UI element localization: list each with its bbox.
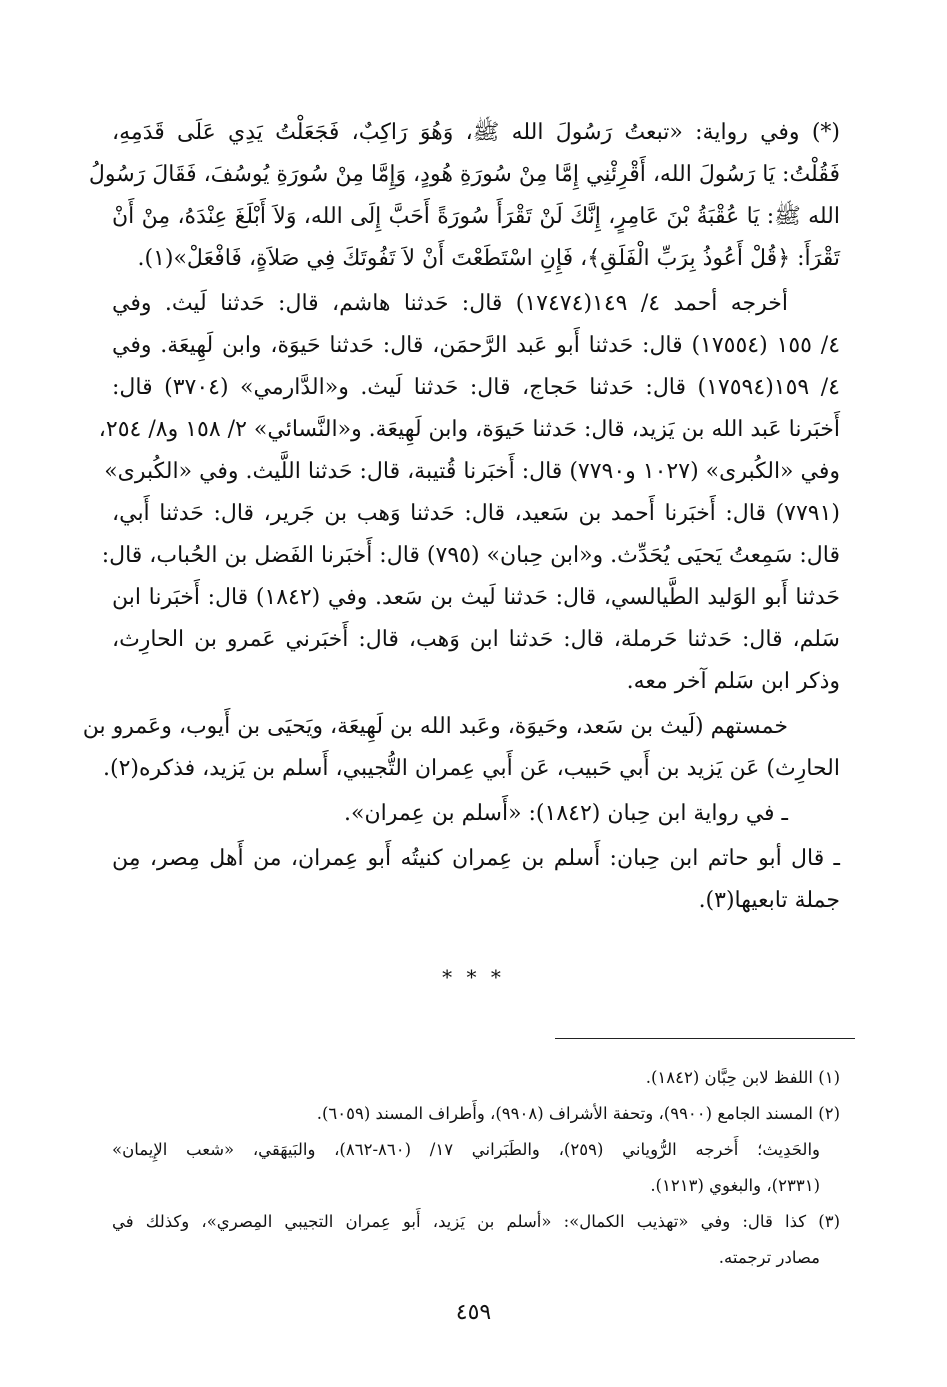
- text-line: جملة تابعيها(٣).: [698, 888, 840, 913]
- note-abu-hatim: [112, 838, 840, 922]
- text-line: ٤/ ١٥٩(١٧٥٩٤) قال: حَدثنا حَجاج، قال: حَدثنا لَيث. و«الدَّارمي» (٣٧٠٤) قال:: [112, 375, 840, 400]
- paragraph-hadith: [88, 112, 840, 280]
- text-line: وفي «الكُبرى» (١٠٢٧ و٧٧٩٠) قال: أَخبَرنا قُتيبة، قال: حَدثنا اللَّيث. وفي «الكُبرى»: [104, 459, 840, 484]
- text-line: ـ في رواية ابن حِبان (١٨٤٢): «أَسلم بن عِمران».: [344, 801, 788, 826]
- footnotes: [112, 1060, 840, 1276]
- footnote-2: (٢) المسند الجامع (٩٩٠٠)، وتحفة الأشراف (٩٩٠٨)، وأَطراف المسند (٦٠٥٩).: [316, 1104, 840, 1123]
- main-text: [82, 112, 841, 925]
- section-separator: * * *: [442, 965, 505, 989]
- footnote-2-continued: والحَدِيث؛ أَخرجه الرُّوياني (٢٥٩)، والطَبَراني ١٧/ (٨٦٠-٨٦٢)، والبَيهَقي، «شعب الإِيمان»: [112, 1140, 821, 1159]
- text-line: (٧٧٩١) قال: أَخبَرنا أَحمد بن سَعيد، قال: حَدثنا وَهب بن جَرير، قال: حَدثنا أَبي،: [112, 501, 840, 526]
- text-line: تَقْرَأَ: ﴿قُلْ أَعُوذُ بِرَبِّ الْفَلَقِ﴾، فَإِنِ اسْتَطَعْتَ أَنْ لاَ تَفُوتَكَ فِي صَلاَةٍ، فَافْعَلْ»(١).: [137, 246, 840, 271]
- text-line: فَقُلْتُ: يَا رَسُولَ الله، أَقْرِئْنِي إِمَّا مِنْ سُورَةِ هُودٍ، وَإِمَّا مِنْ سُورَةِ يُوسُفَ، فَقَالَ رَسُولُ: [88, 162, 840, 187]
- text-line: (*) وفي رواية: «تبعتُ رَسُولَ الله ﷺ، وَهُوَ رَاكِبٌ، فَجَعَلْتُ يَدِي عَلَى قَدَمِهِ،: [112, 120, 840, 145]
- footnote-3-continued: مصادر ترجمته.: [718, 1248, 820, 1267]
- paragraph-takhrij: [98, 283, 841, 703]
- paragraph-summary: [82, 706, 840, 790]
- page-number: ٤٥٩: [455, 1300, 492, 1325]
- footnote-2-continued: (٢٣٣١)، والبغوي (١٢١٣).: [650, 1176, 820, 1195]
- text-line: ـ قال أبو حاتم ابن حِبان: أَسلم بن عِمران كنيتُه أَبو عِمران، من أَهل مِصر، مِن: [112, 846, 840, 871]
- footnote-1: (١) اللفظ لابن حِبَّان (١٨٤٢).: [645, 1068, 840, 1087]
- text-line: حَدثنا أَبو الوَليد الطَّيالسي، قال: حَدثنا لَيث بن سَعد. وفي (١٨٤٢) قال: أَخبَرنا ابن: [112, 585, 840, 610]
- text-line: أخرجه أحمد ٤/ ١٤٩(١٧٤٧٤) قال: حَدثنا هاشم، قال: حَدثنا لَيث. وفي: [112, 291, 789, 316]
- text-line: الله ﷺ: يَا عُقْبَةُ بْنَ عَامِرٍ، إِنَّكَ لَنْ تَقْرَأَ سُورَةً أَحَبَّ إِلَى الله، وَلاَ أَبْلَغَ عِنْدَهُ، مِنْ أَنْ: [112, 204, 840, 229]
- text-line: قال: سَمِعتُ يَحيَى يُحَدِّث. و«ابن حِبان» (٧٩٥) قال: أَخبَرنا الفَضل بن الحُباب، قال:: [101, 543, 840, 568]
- text-line: سَلم، قال: حَدثنا حَرملة، قال: حَدثنا ابن وَهب، قال: أَخبَرني عَمرو بن الحارِث،: [112, 627, 840, 652]
- text-line: ٤/ ١٥٥ (١٧٥٥٤) قال: حَدثنا أَبو عَبد الرَّحمَن، قال: حَدثنا حَيوَة، وابن لَهِيعَة. وفي: [112, 333, 841, 358]
- note-ibn-hibban-narration: [112, 793, 840, 835]
- text-line: الحارِث) عَن يَزيد بن أَبي حَبيب، عَن أَبي عِمران التُّجيبي، أَسلم بن يَزيد، فذكره(٢).: [102, 756, 840, 781]
- text-line: خمستهم (لَيث بن سَعد، وحَيوَة، وعَبد الله بن لَهِيعَة، ويَحيَى بن أَيوب، وعَمرو بن: [82, 714, 788, 739]
- footnote-divider: [555, 1038, 855, 1039]
- text-line: أَخبَرنا عَبد الله بن يَزيد، قال: حَدثنا حَيوَة، وابن لَهِيعَة. و«النَّسائي» ٢/ ١٥٨ و٨/ ٢٥٤،: [98, 417, 840, 442]
- text-line: وذكر ابن سَلم آخر معه.: [626, 669, 840, 694]
- footnote-3: (٣) كذا قال: وفي «تهذيب الكمال»: «أسلم بن يَزيد، أَبو عِمران التجيبي المِصري»، وكذلك في: [112, 1212, 840, 1231]
